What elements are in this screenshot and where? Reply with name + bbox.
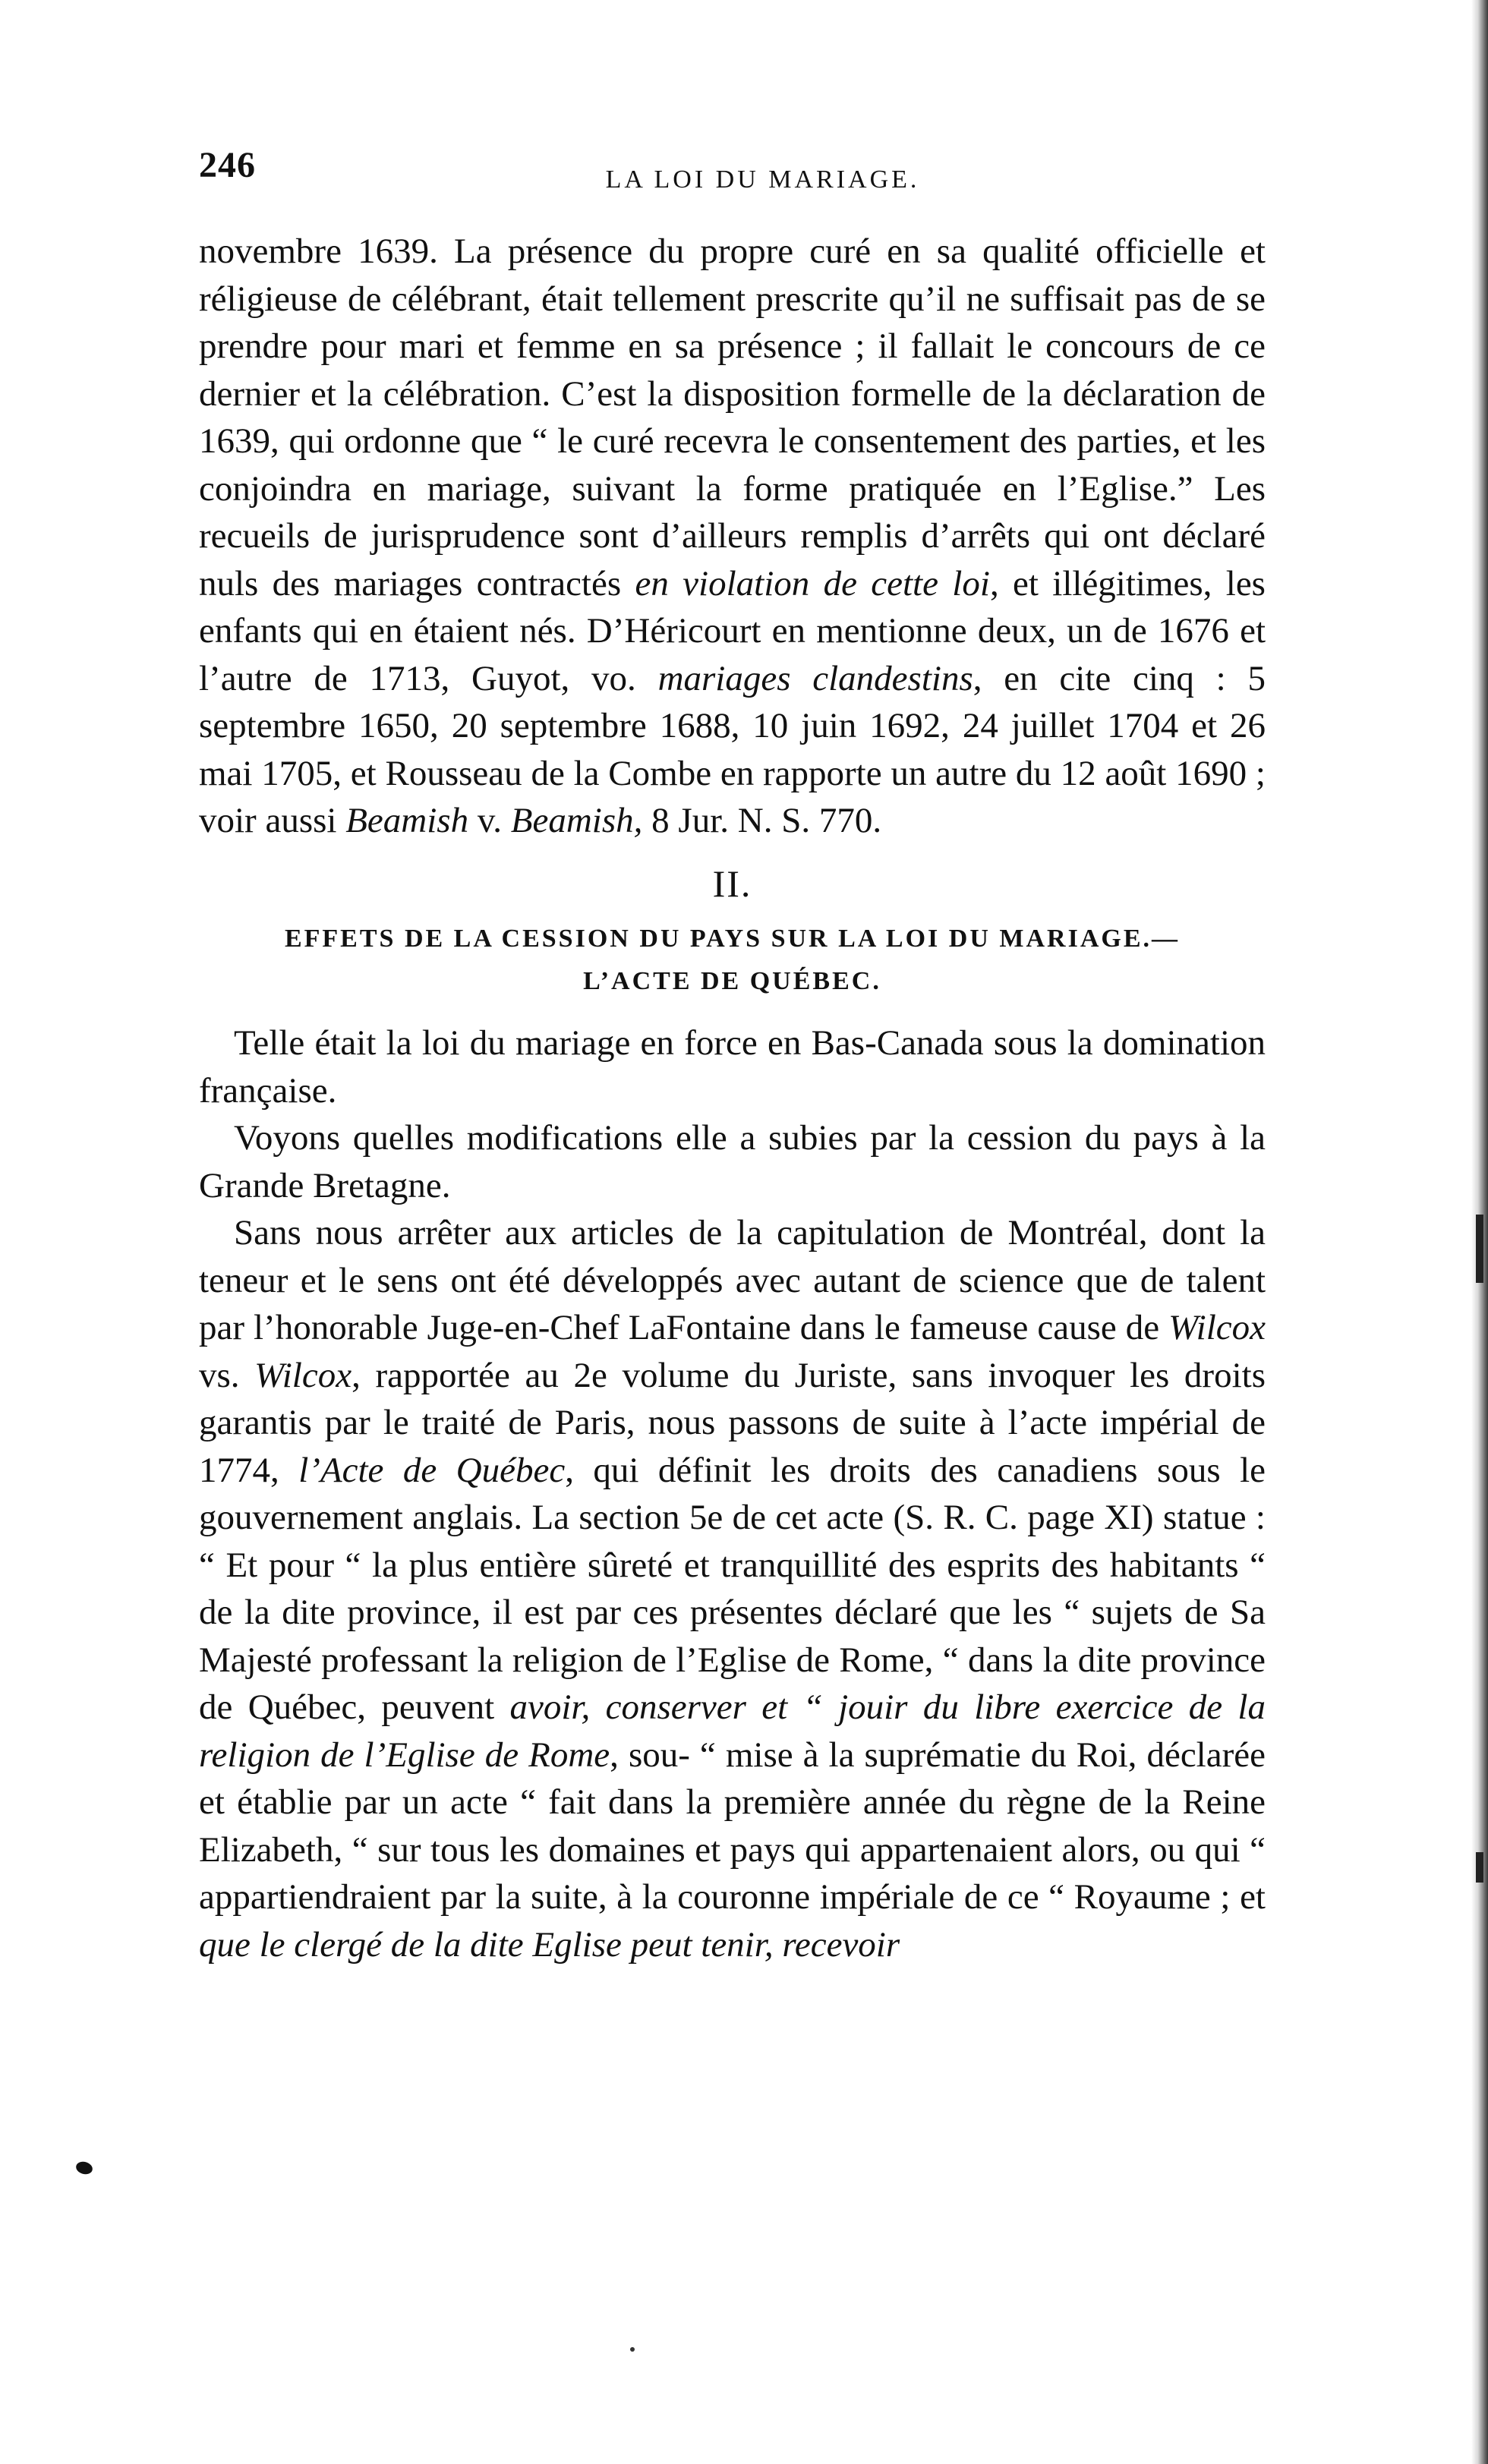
text-run: , en cite cinq : 5 septembre 1650, 20 septembre 1688, 10 juin 1692, 24 juillet 1704 et 26 mai 1705, et Rousseau de la Combe en rapporte un autre du 12 août 1690 ; voir aussi (199, 658, 1266, 840)
running-head (199, 137, 1266, 197)
section-title-line-2: L’ACTE DE QUÉBEC. (583, 967, 881, 995)
italic-run: Wilcox (1168, 1308, 1266, 1347)
italic-run: Beamish, (510, 801, 643, 840)
section-title (199, 918, 1266, 1003)
paragraph-2 (199, 1019, 1266, 1114)
italic-run: avoir, conserver et “ jouir du libre exercice de la religion de l’Eglise de Rome (199, 1687, 1266, 1775)
text-run: 8 Jur. N. S. 770. (642, 801, 882, 840)
ink-dot (630, 2347, 635, 2352)
section-number: II. (712, 862, 752, 905)
text-run: v. (468, 801, 511, 840)
paragraph-1 (199, 228, 1266, 845)
text-run: , rapportée au 2e volume du Juriste, sans invoquer les droits garantis par le traité de Paris, nous passons de suite à l’acte impérial de 1774, (199, 1355, 1266, 1490)
text-run: Voyons quelles modifications elle a subies par la cession du pays à la Grande Bretagne. (199, 1118, 1266, 1205)
text-run: Sans nous arrêter aux articles de la capitulation de Montréal, dont la teneur et le sens ont été développés avec autant de science que de talent par l’honorable Juge-en-Chef LaFontaine dans le fameuse cause de (199, 1213, 1266, 1347)
page-body (199, 228, 1266, 1968)
margin-ink-mark (74, 2160, 93, 2176)
text-run: , qui définit les droits des canadiens sous le gouvernement anglais. La section 5e de cet acte (S. R. C. page XI) statue : “ Et pour “ la plus entière sûreté et tranquillité des esprits des habitants “ de la dite province, il est par ces présentes déclaré que les “ sujets de Sa Majesté professant la religion de l’Eglise de Rome, “ dans la dite province de Québec, peuvent (199, 1450, 1266, 1727)
paragraph-3 (199, 1114, 1266, 1209)
italic-run: Wilcox (254, 1355, 352, 1395)
text-run: novembre 1639. La présence du propre curé en sa qualité officielle et réligieuse de célébrant, était tellement prescrite qu’il ne suffisait pas de se prendre pour mari et femme en sa présence ; il fallait le concours de ce dernier et la célébration. C’est la disposition formelle de la déclaration de 1639, qui ordonne que “ le curé recevra le consentement des parties, et les conjoindra en mariage, suivant la forme pratiquée en l’Eglise.” Les recueils de jurisprudence sont d’ailleurs remplis d’arrêts qui ont déclaré nuls des mariages contractés (199, 232, 1266, 603)
italic-run: mariages clandestins (657, 658, 973, 698)
text-run: Telle était la loi du mariage en force en Bas-Canada sous la domination française. (199, 1023, 1266, 1111)
text-run: , sou- “ mise à la suprématie du Roi, déclarée et établie par un acte “ fait dans la première année du règne de la Reine Elizabeth, “ sur tous les domaines et pays qui appartenaient alors, ou qui “ appartiendraient par la suite, à la couronne impériale de ce “ Royaume ; et (199, 1735, 1266, 1917)
page-number: 246 (199, 145, 256, 185)
edge-speck (1476, 1215, 1483, 1283)
paragraph-4 (199, 1209, 1266, 1968)
italic-run: Beamish (345, 801, 469, 840)
edge-speck (1476, 1852, 1483, 1883)
text-run: , et illégitimes, les enfants qui en étaient nés. D’Héricourt en mentionne deux, un de 1676 et l’autre de 1713, Guyot, vo. (199, 563, 1266, 698)
italic-run: en violation de cette loi (635, 563, 990, 603)
text-run: vs. (199, 1355, 255, 1395)
italic-run: l’Acte de Québec (298, 1450, 566, 1490)
running-title: LA LOI DU MARIAGE. (605, 165, 920, 194)
section-title-line-1: EFFETS DE LA CESSION DU PAYS SUR LA LOI DU MARIAGE.— (284, 925, 1181, 953)
italic-run: que le clergé de la dite Eglise peut tenir, recevoir (199, 1924, 900, 1965)
